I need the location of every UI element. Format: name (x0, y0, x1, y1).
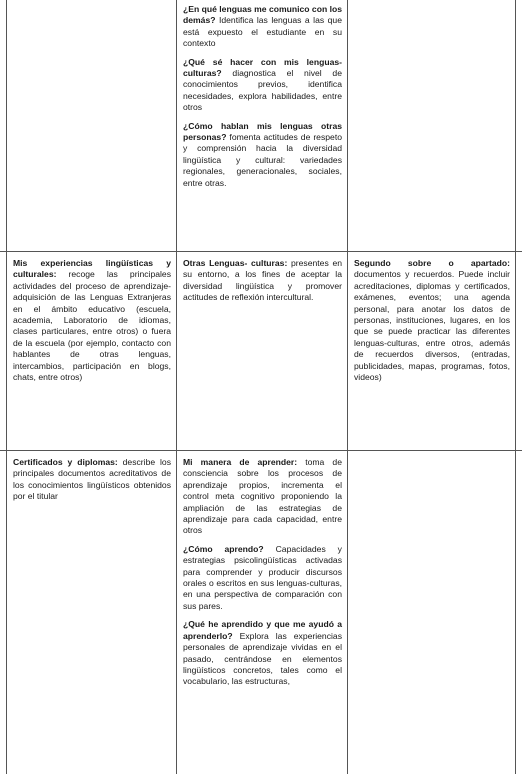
block-heading: ¿Cómo aprendo? (183, 543, 264, 554)
block-heading: ¿En qué lenguas me comunico con los demás? (183, 4, 343, 26)
text-block (13, 457, 171, 503)
table-cell (7, 457, 176, 771)
table-cell (7, 258, 176, 448)
text-block (13, 258, 171, 383)
block-text: Explora las experiencias personales de aprendizaje vividas en el pasado, centrándose en elementos lingüísticos concretos, tales como el vocabulario, las estructuras, (183, 630, 342, 687)
text-block (183, 258, 342, 304)
text-block (183, 121, 342, 189)
table-cell (348, 258, 515, 448)
text-block (183, 57, 342, 114)
block-heading: Segundo sobre o apartado: (354, 258, 510, 268)
block-heading: Mis experiencias lingüísticas y culturales: (13, 258, 171, 280)
block-heading: ¿Qué he aprendido y que me ayudó a aprenderlo? (183, 619, 342, 641)
block-text: Capacidades y estrategias psicolingüísticas activadas para comprender y producir discursos orales o escritos en sus lenguas-culturas, en una perspectiva de comparación con sus pares. (183, 543, 342, 611)
block-text: diagnostica el nivel de conocimientos previos, identifica necesidades, explora habilidades, entre otros (183, 68, 342, 113)
block-heading: ¿Cómo hablan mis lenguas otras personas? (183, 120, 342, 143)
block-text: describe los principales documentos acreditativos de los conocimientos lingüísticos obtenidos por el titular (13, 457, 171, 502)
block-heading: Certificados y diplomas: (13, 457, 118, 467)
table-row-divider (0, 450, 522, 451)
text-block (183, 619, 342, 687)
block-text: recoge las principales actividades del proceso de aprendizaje-adquisición de las Lenguas Extranjeras en el ámbito educativo (escuela, academia, Laboratorio de idiomas, clases particulares, entre otros) o fuera de la escuela (por ejemplo, contacto con hablantes de otras lenguas, intercambios, participación en blogs, chats, entre otros) (13, 269, 171, 383)
text-block (183, 4, 342, 50)
block-text: presentes en su entorno, a los fines de aceptar la diversidad lingüística y promover actitudes de reflexión intercultural. (183, 258, 343, 303)
block-text: Identifica las lenguas a las que está expuesto el estudiante en su contexto (183, 15, 342, 49)
block-text: toma de consciencia sobre los procesos de aprendizaje propios, incrementa el control meta cognitivo proponiendo la ampliación de las estrategias de aprendizaje para cada capacidad, entre otros (183, 457, 342, 536)
text-block (183, 544, 342, 612)
table-cell (177, 457, 347, 771)
block-heading: ¿Qué sé hacer con mis lenguas-culturas? (183, 56, 342, 79)
block-text: fomenta actitudes de respeto y comprensión hacia la diversidad lingüística y cultural: variedades regionales, generacionales, sociales, entre otras. (183, 132, 342, 188)
table-row-divider (0, 251, 522, 252)
text-block (183, 457, 342, 537)
table-border-right (515, 0, 516, 774)
text-block (354, 258, 510, 383)
table-cell (177, 258, 347, 448)
block-heading: Otras Lenguas- culturas: (183, 258, 288, 268)
block-heading: Mi manera de aprender: (183, 457, 298, 467)
table-cell (177, 4, 347, 250)
block-text: documentos y recuerdos. Puede incluir acreditaciones, diplomas y certificados, exámenes, eventos; una agenda personal, para anotar los datos de personas, instituciones, lugares, en los que se puede practicar las diferentes lenguas-culturas, entre otros, además de recuerdos diversos, (entradas, publicidades, mapas, programas, fotos, videos) (354, 269, 510, 383)
